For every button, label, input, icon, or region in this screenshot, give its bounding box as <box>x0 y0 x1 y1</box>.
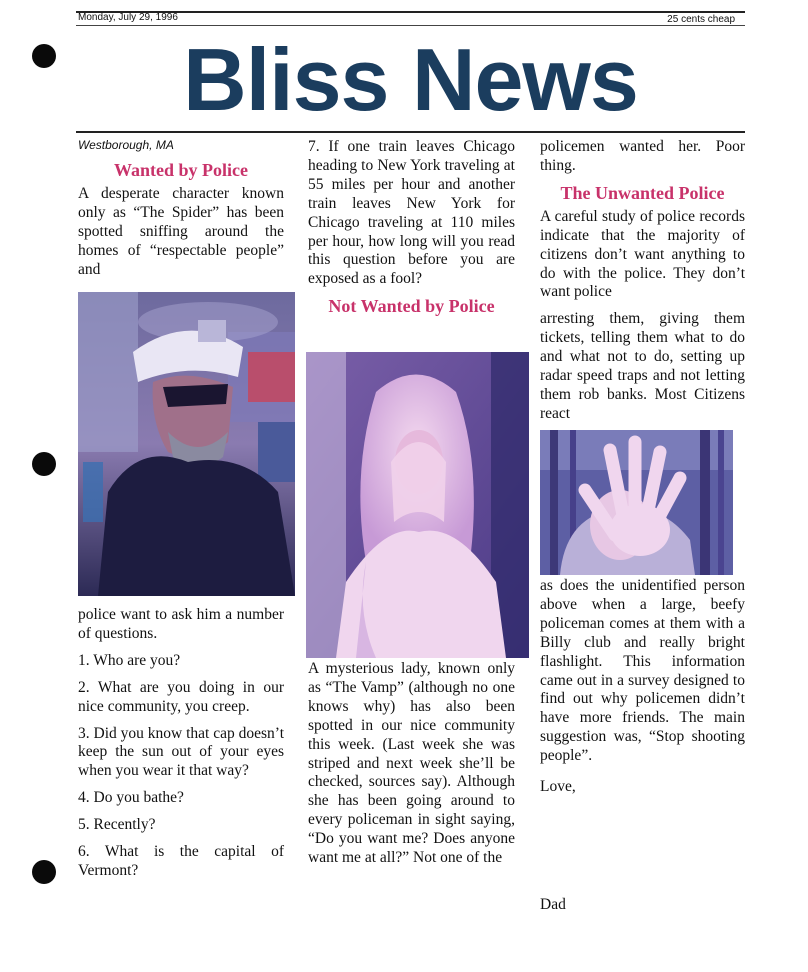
photo-vamp <box>306 352 529 658</box>
vamp-story-continued: policemen wanted her. Poor thing. <box>540 138 745 174</box>
column-3-top <box>540 138 745 428</box>
binder-hole-top <box>32 44 56 68</box>
masthead-rule <box>76 131 745 133</box>
police-study-part-2: arresting them, giving them tickets, telling them what to do and what not to do, setting up radar speed traps and not letting them rob banks. Most Citizens react <box>540 310 745 422</box>
spider-intro: A desperate character known only as “The Spider” has been spotted sniffing around the homes of “respectable people” and <box>78 184 284 278</box>
issue-date: Monday, July 29, 1996 <box>78 12 178 23</box>
question-5: 5. Recently? <box>78 816 156 834</box>
photo-unidentified-person <box>540 430 733 575</box>
question-3: 3. Did you know that cap doesn’t keep the sun out of your eyes when you wear it that way? <box>78 724 284 780</box>
binder-hole-middle <box>32 452 56 476</box>
question-1: 1. Who are you? <box>78 651 181 669</box>
headline-wanted-by-police: Wanted by Police <box>114 159 248 180</box>
issue-price: 25 cents cheap <box>667 14 735 25</box>
vamp-story: A mysterious lady, known only as “The Vamp” (although no one knows why) has also been spotted in our nice community this week. (Last week she was striped and next week she’ll be checked, sources say). Although she has been going around to every policeman in sight saying, “Do you want me? Does anyone want me at all?” Not one of the <box>308 660 515 867</box>
dateline-location: Westborough, MA <box>78 138 174 152</box>
police-study-part-1: A careful study of police records indicate that the majority of citizens don’t want anything to do with the police. They don’t want police <box>540 207 745 301</box>
column-3-bottom <box>540 577 745 801</box>
column-1-top <box>78 136 284 283</box>
closing-love: Love, <box>540 778 576 796</box>
photo-spider <box>78 292 295 596</box>
question-7: 7. If one train leaves Chicago heading to New York traveling at 55 miles per hour and another train leaves New York for Chicago traveling at 110 miles per hour, how long will you read this question before you are exposed as a fool? <box>308 138 515 288</box>
headline-not-wanted-by-police: Not Wanted by Police <box>328 296 495 317</box>
signature-dad: Dad <box>540 896 566 913</box>
column-1-bottom <box>78 606 284 885</box>
column-2-top <box>308 138 515 321</box>
header-sub-rule <box>76 25 745 26</box>
headline-unwanted-police: The Unwanted Police <box>560 182 725 203</box>
question-6: 6. What is the capital of Vermont? <box>78 843 284 879</box>
question-2: 2. What are you doing in our nice community, you creep. <box>78 678 284 715</box>
question-4: 4. Do you bathe? <box>78 789 184 807</box>
masthead-title: Bliss News <box>183 30 638 129</box>
spider-questions-lead: police want to ask him a number of questions. <box>78 606 284 642</box>
police-study-part-3: as does the unidentified person above when a large, beefy policeman comes at them with a Billy club and really bright flashlight. This information came out in a survey designed to find out why policemen didn’t have more friends. The main suggestion was, “Stop shooting people”. <box>540 577 745 765</box>
signature-block <box>540 896 745 919</box>
column-2-bottom <box>308 660 515 872</box>
binder-hole-bottom <box>32 860 56 884</box>
